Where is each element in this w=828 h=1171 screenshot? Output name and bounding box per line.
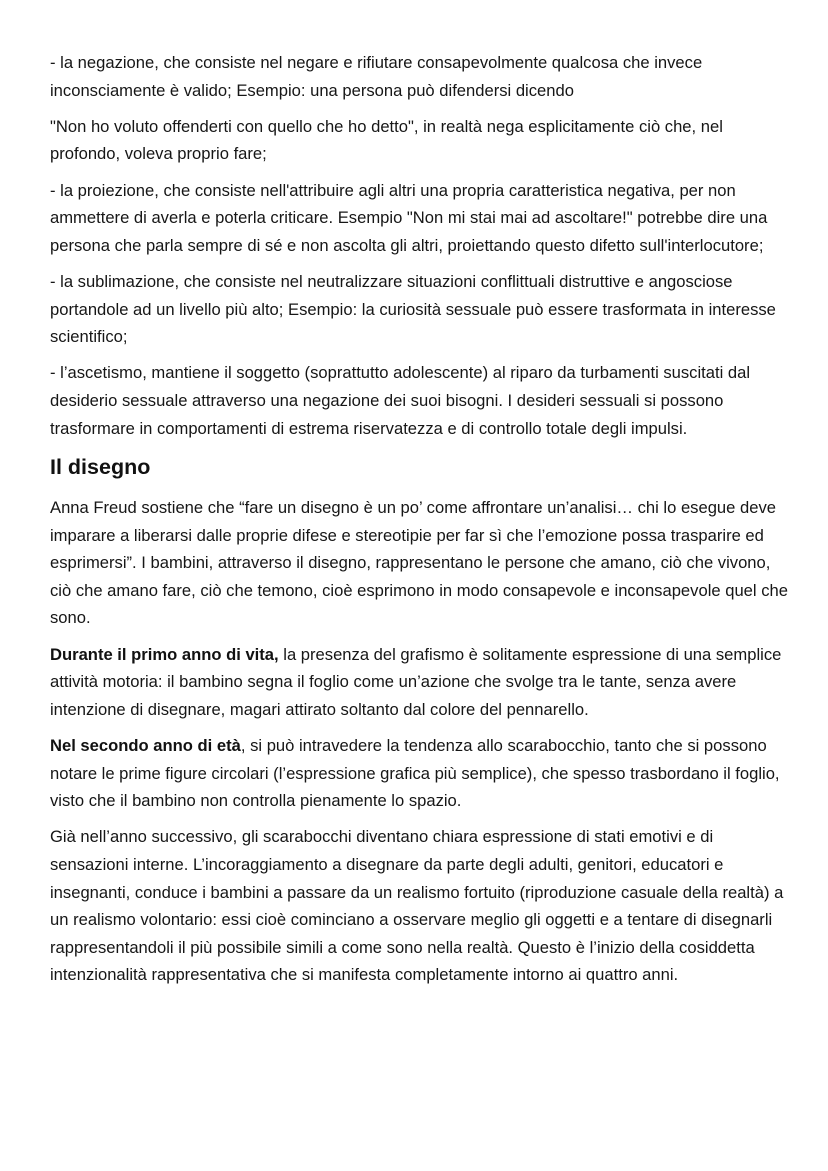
- document-page: [50, 49, 790, 998]
- paragraph-negazione-example: "Non ho voluto offenderti con quello che ho detto", in realtà nega esplicitamente ciò che, nel profondo, voleva proprio fare;: [50, 116, 723, 164]
- paragraph-second-year: [50, 732, 790, 815]
- first-year-lead: Durante il primo anno di vita,: [50, 644, 279, 664]
- paragraph-first-year: [50, 641, 790, 724]
- paragraph-proiezione: - la proiezione, che consiste nell'attribuire agli altri una propria caratteristica negativa, per non ammettere di averla e poterla criticare. Esempio "Non mi stai mai ad ascoltare!" potrebbe dire una persona che parla sempre di sé e non ascolta gli altri, proiettando questo difetto sull'interlocutore;: [50, 180, 768, 255]
- paragraph-third-year: Già nell’anno successivo, gli scarabocchi diventano chiara espressione di stati emotivi e di sensazioni interne. L’incoraggiamento a disegnare da parte degli adulti, genitori, educatori e insegnanti, conduce i bambini a passare da un realismo fortuito (riproduzione casuale della realtà) a un realismo volontario: essi cioè cominciano a osservare meglio gli oggetti e a tentare di disegnarli rappresentandoli il più possibile simili a come sono nella realtà. Questo è l’inizio della cosiddetta intenzionalità rappresentativa che si manifesta completamente intorno ai quattro anni.: [50, 827, 784, 985]
- paragraph-sublimazione: - la sublimazione, che consiste nel neutralizzare situazioni conflittuali distruttive e angosciose portandole ad un livello più alto; Esempio: la curiosità sessuale può essere trasformata in interesse scientifico;: [50, 271, 776, 347]
- first-year-text: la presenza del grafismo è solitamente espressione di una semplice attività motoria: il bambino segna il foglio come un’azione che svolge tra le tante, senza avere intenzione di disegnare, magari attirato soltanto dal colore del pennarello.: [50, 644, 782, 719]
- section-heading: Il disegno: [50, 455, 151, 480]
- paragraph-intro: Anna Freud sostiene che “fare un disegno è un po’ come affrontare un’analisi… chi lo esegue deve imparare a liberarsi dalle proprie difese e stereotipie per far sì che l’emozione possa trasparire ed esprimersi”. I bambini, attraverso il disegno, rappresentano le persone che amano, ciò che vivono, ciò che amano fare, ciò che temono, cioè esprimono in modo consapevole e inconsapevole quel che sono.: [50, 498, 788, 628]
- second-year-lead: Nel secondo anno di età: [50, 736, 241, 756]
- paragraph-ascetismo: - l’ascetismo, mantiene il soggetto (soprattutto adolescente) al riparo da turbamenti suscitati dal desiderio sessuale attraverso una negazione dei suoi bisogni. I desideri sessuali si possono trasformare in comportamenti di estrema riservatezza e di controllo totale degli impulsi.: [50, 363, 751, 438]
- paragraph-negazione: - la negazione, che consiste nel negare e rifiutare consapevolmente qualcosa che invece inconsciamente è valido; Esempio: una persona può difendersi dicendo: [50, 53, 703, 100]
- second-year-text: , si può intravedere la tendenza allo scarabocchio, tanto che si possono notare le prime figure circolari (l’espressione grafica più semplice), che spesso trasbordano il foglio, visto che il bambino non controlla pienamente lo spazio.: [50, 736, 780, 811]
